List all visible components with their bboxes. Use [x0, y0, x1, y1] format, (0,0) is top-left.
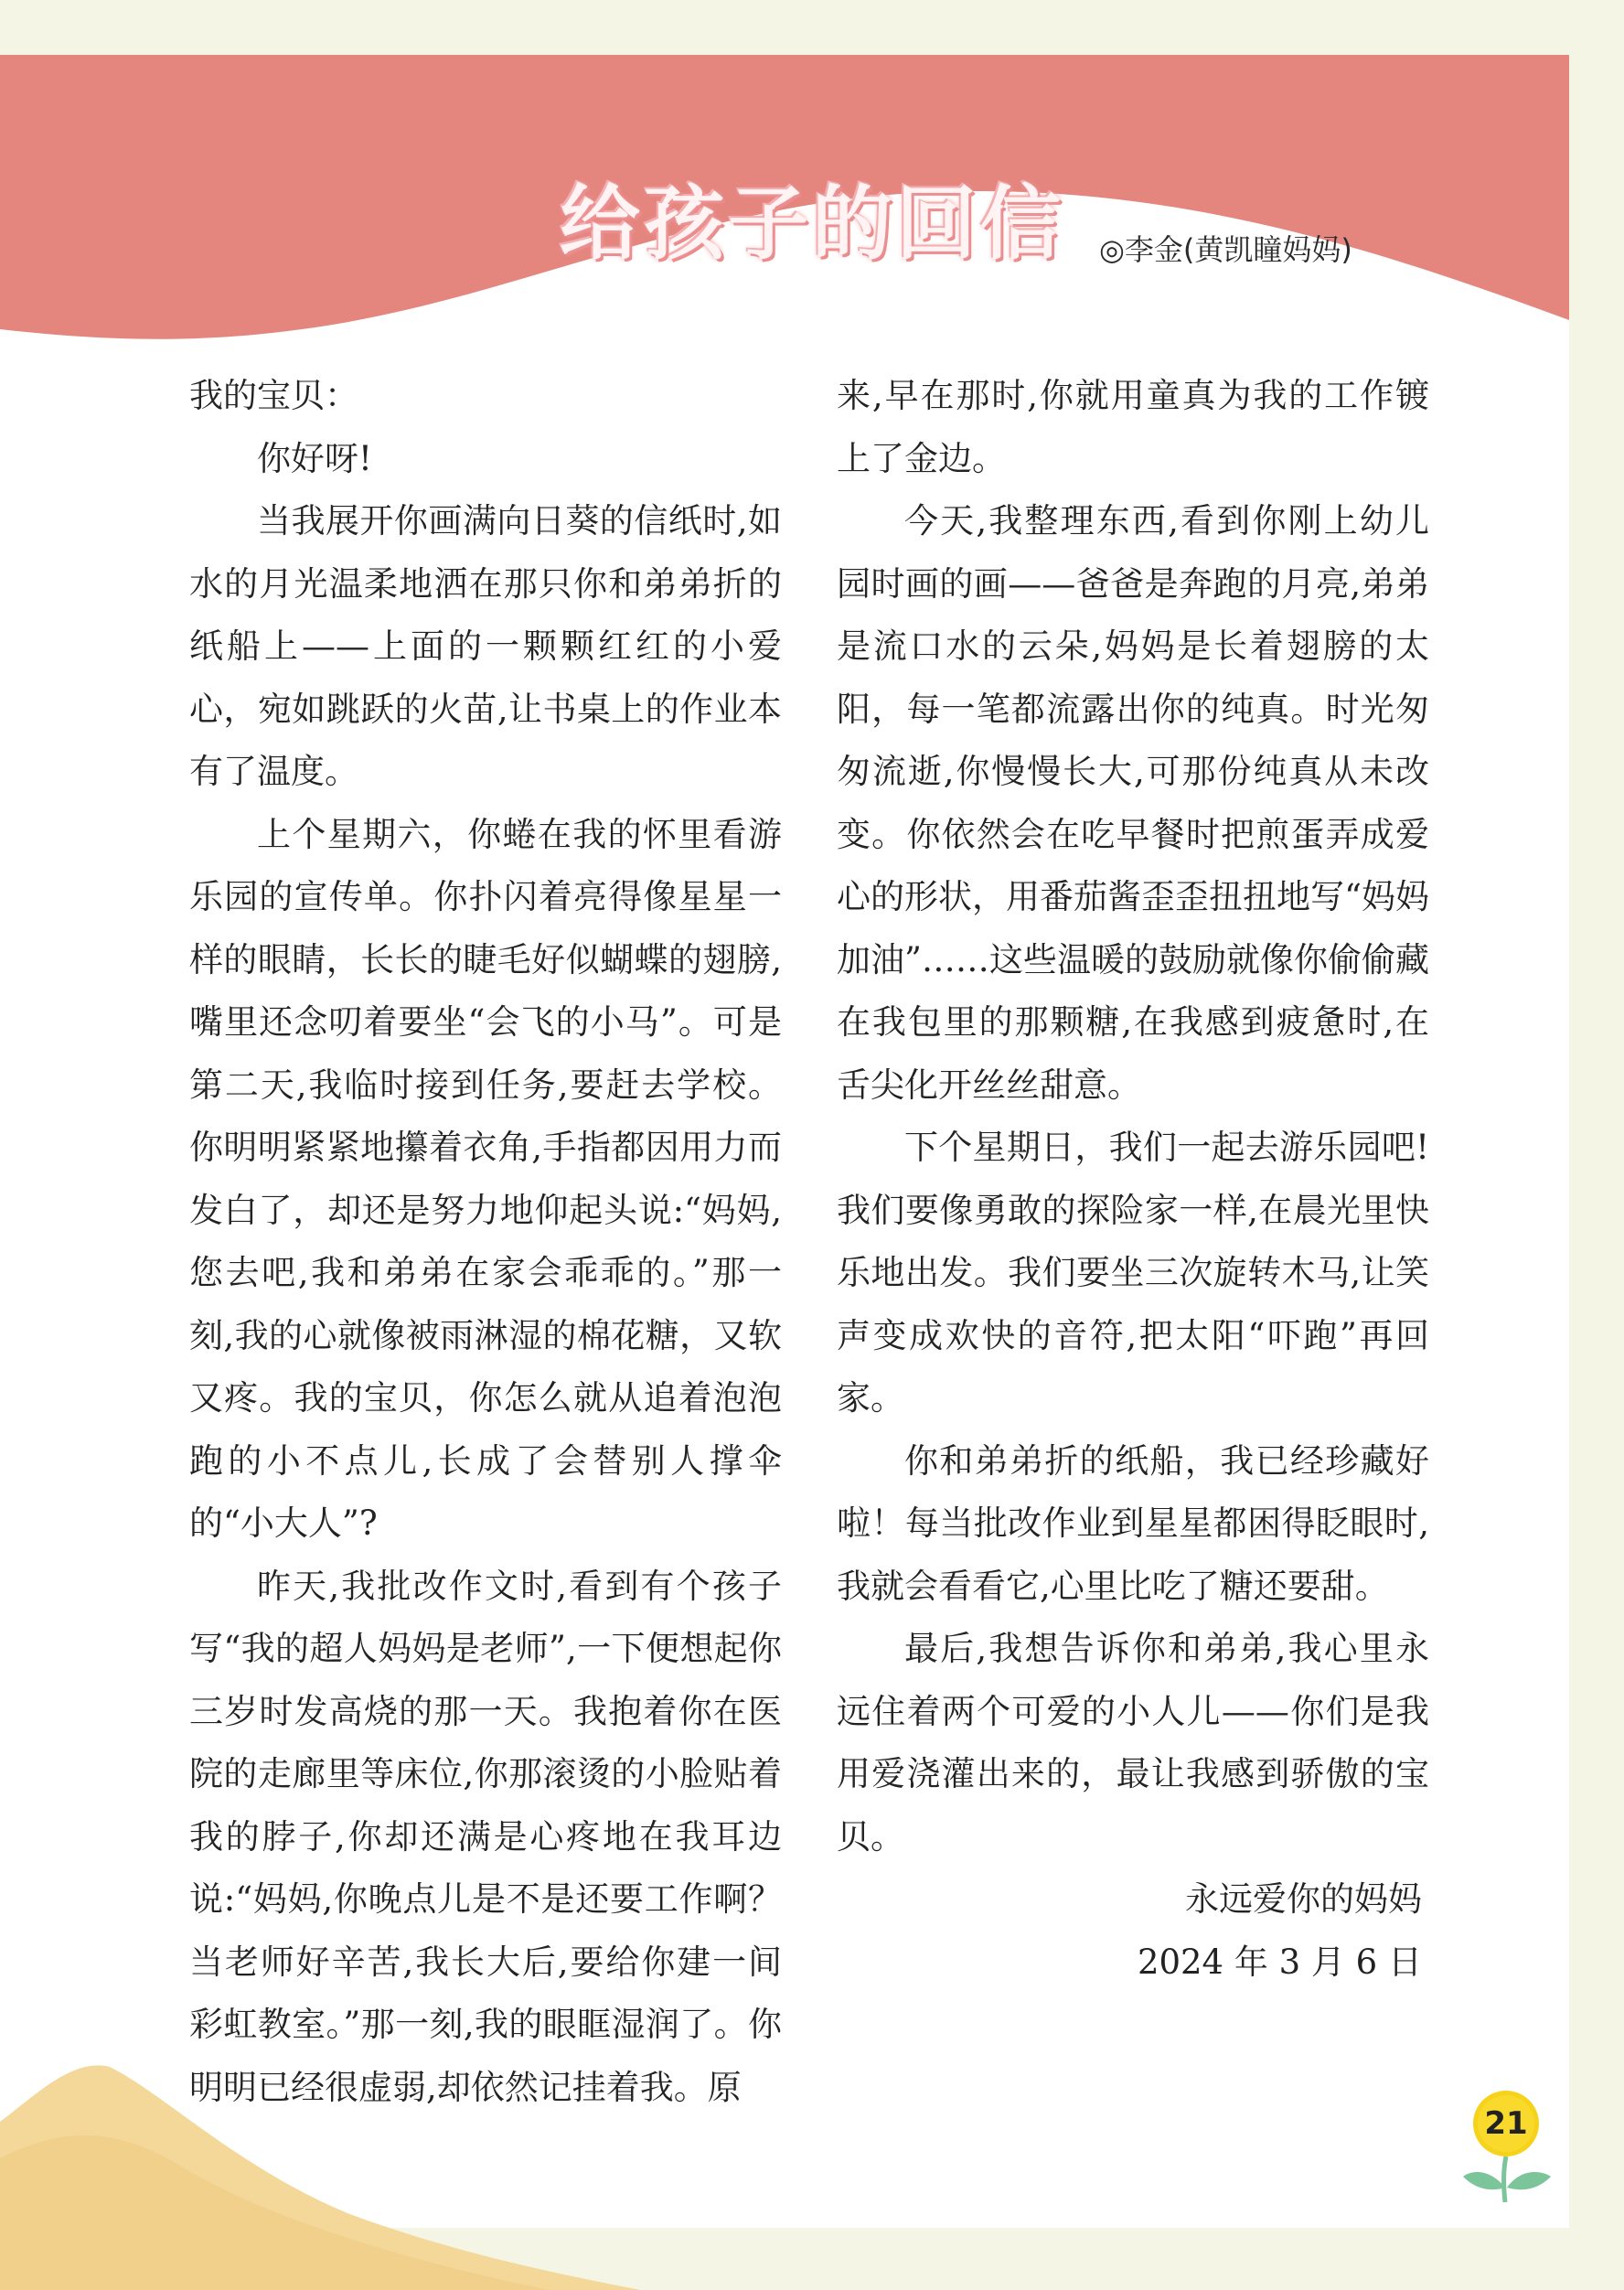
paragraph: 上个星期六，你蜷在我的怀里看游乐园的宣传单。你扑闪着亮得像星星一样的眼睛，长长的睫毛好似蝴蝶的翅膀,嘴里还念叨着要坐“会飞的小马”。可是第二天,我临时接到任务,要赶去学校。你明明紧紧地攥着衣角,手指都因用力而发白了，却还是努力地仰起头说:“妈妈,您去吧,我和弟弟在家会乖乖的。”那一刻,我的心就像被雨淋湿的棉花糖，又软又疼。我的宝贝，你怎么就从追着泡泡跑的小不点儿,长成了会替别人撑伞的“小大人”? — [189, 814, 782, 1543]
signature: 永远爱你的妈妈 — [1185, 1879, 1422, 1919]
paragraph: 来,早在那时,你就用童真为我的工作镀上了金边。 — [837, 376, 1429, 478]
page-number: 21 — [1484, 2105, 1528, 2142]
greeting: 你好呀! — [257, 438, 372, 478]
salutation: 我的宝贝： — [189, 376, 358, 415]
paragraph: 下个星期日，我们一起去游乐园吧!我们要像勇敢的探险家一样,在晨光里快乐地出发。我们要坐三次旋转木马,让笑声变成欢快的音符,把太阳“吓跑”再回家。 — [837, 1128, 1429, 1418]
letter-date: 2024 年 3 月 6 日 — [1137, 1942, 1422, 1982]
paragraph: 昨天,我批改作文时,看到有个孩子写“我的超人妈妈是老师”,一下便想起你三岁时发高烧的那一天。我抱着你在医院的走廊里等床位,你那滚烫的小脸贴着我的脖子,你却还满是心疼地在我耳边说:“妈妈,你晚点儿是不是还要工作啊？当老师好辛苦,我长大后,要给你建一间彩虹教室。”那一刻,我的眼眶湿润了。你明明已经很虚弱,却依然记挂着我。原 — [189, 1566, 782, 2107]
paragraph: 你和弟弟折的纸船，我已经珍藏好啦！每当批改作业到星星都困得眨眼时,我就会看看它,心里比吃了糖还要甜。 — [837, 1440, 1429, 1606]
paragraph: 当我展开你画满向日葵的信纸时,如水的月光温柔地洒在那只你和弟弟折的纸船上——上面的一颗颗红红的小爱心，宛如跳跃的火苗,让书桌上的作业本有了温度。 — [189, 501, 782, 791]
paragraph: 最后,我想告诉你和弟弟,我心里永远住着两个可爱的小人儿——你们是我用爱浇灌出来的，最让我感到骄傲的宝贝。 — [837, 1629, 1429, 1857]
author-byline: ◎李金(黄凯瞳妈妈) — [1099, 232, 1352, 267]
right-column — [837, 365, 1429, 1994]
article-title: 给孩子的回信 — [560, 177, 1065, 271]
paragraph: 今天,我整理东西,看到你刚上幼儿园时画的画——爸爸是奔跑的月亮,弟弟是流口水的云朵,妈妈是长着翅膀的太阳，每一笔都流露出你的纯真。时光匆匆流逝,你慢慢长大,可那份纯真从未改变。你依然会在吃早餐时把煎蛋弄成爱心的形状，用番茄酱歪歪扭扭地写“妈妈加油”……这些温暖的鼓励就像你偷偷藏在我包里的那颗糖,在我感到疲惫时,在舌尖化开丝丝甜意。 — [837, 501, 1429, 1105]
left-column — [189, 365, 782, 2119]
